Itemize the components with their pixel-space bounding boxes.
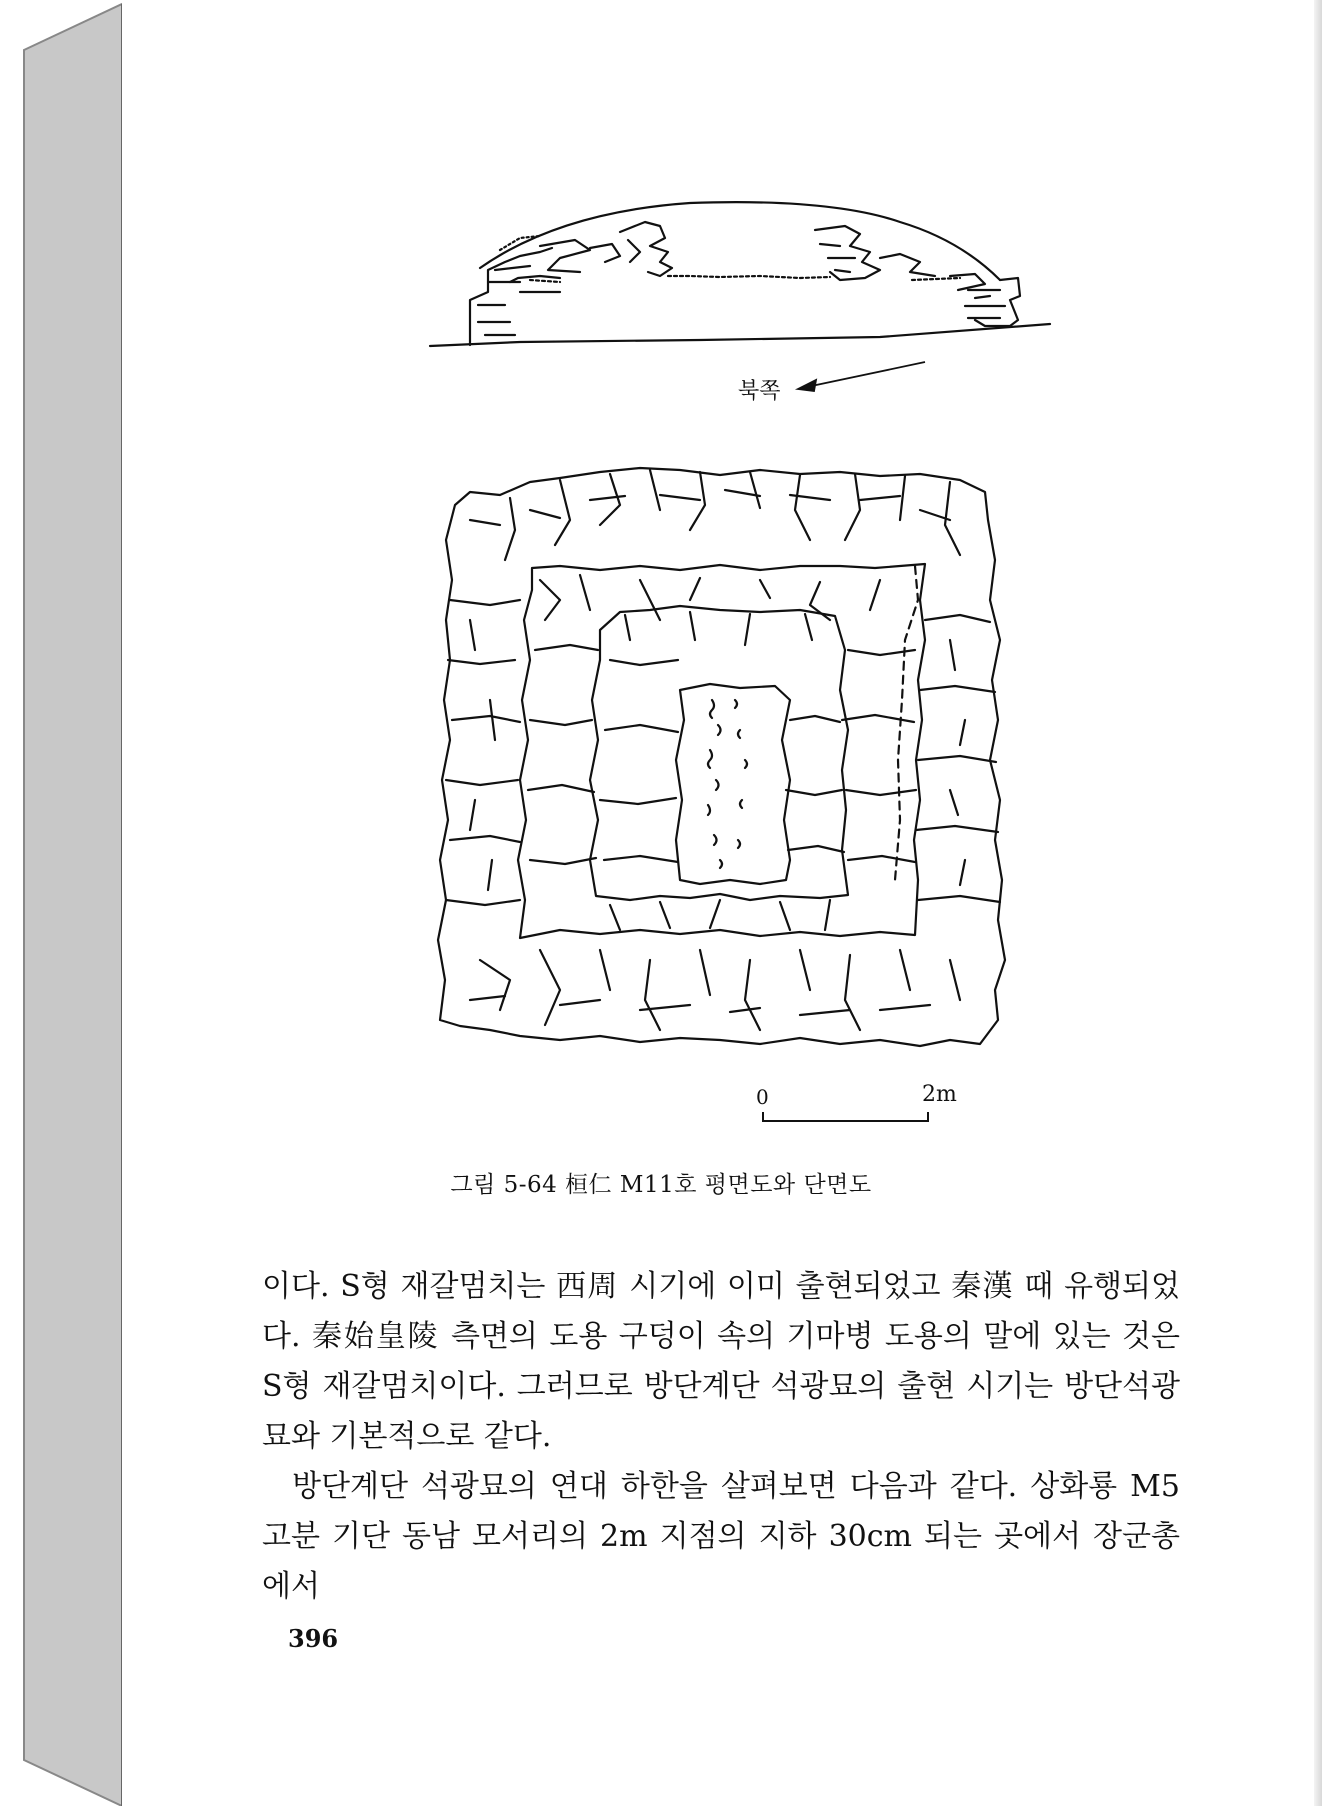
paragraph: 이다. S형 재갈멈치는 西周 시기에 이미 출현되었고 秦漢 때 유행되었다. 秦始皇陵 측면의 도용 구덩이 속의 기마병 도용의 말에 있는 것은 S형 재갈멈치이다. 그러므로 방단계단 석광묘의 출현 시기는 방단석광묘와 기본적으로 같다. (262, 1269, 1180, 1454)
plan-drawing (438, 468, 1005, 1046)
scale-end-label: 2m (922, 1082, 957, 1107)
paragraph: 방단계단 석광묘의 연대 하한을 살펴보면 다음과 같다. 상화룡 M5 고분 기단 동남 모서리의 2m 지점의 지하 30cm 되는 곳에서 장군총에서 (262, 1469, 1180, 1604)
scale-bar (763, 1112, 928, 1121)
page-number: 396 (288, 1624, 339, 1653)
north-arrow (798, 362, 925, 391)
north-label: 북쪽 (738, 379, 781, 404)
scale-start-label: 0 (756, 1085, 769, 1109)
body-text (262, 1262, 1180, 1612)
section-drawing (430, 202, 1050, 346)
figure-caption: 그림 5-64 桓仁 M11호 평면도와 단면도 (450, 1172, 872, 1198)
